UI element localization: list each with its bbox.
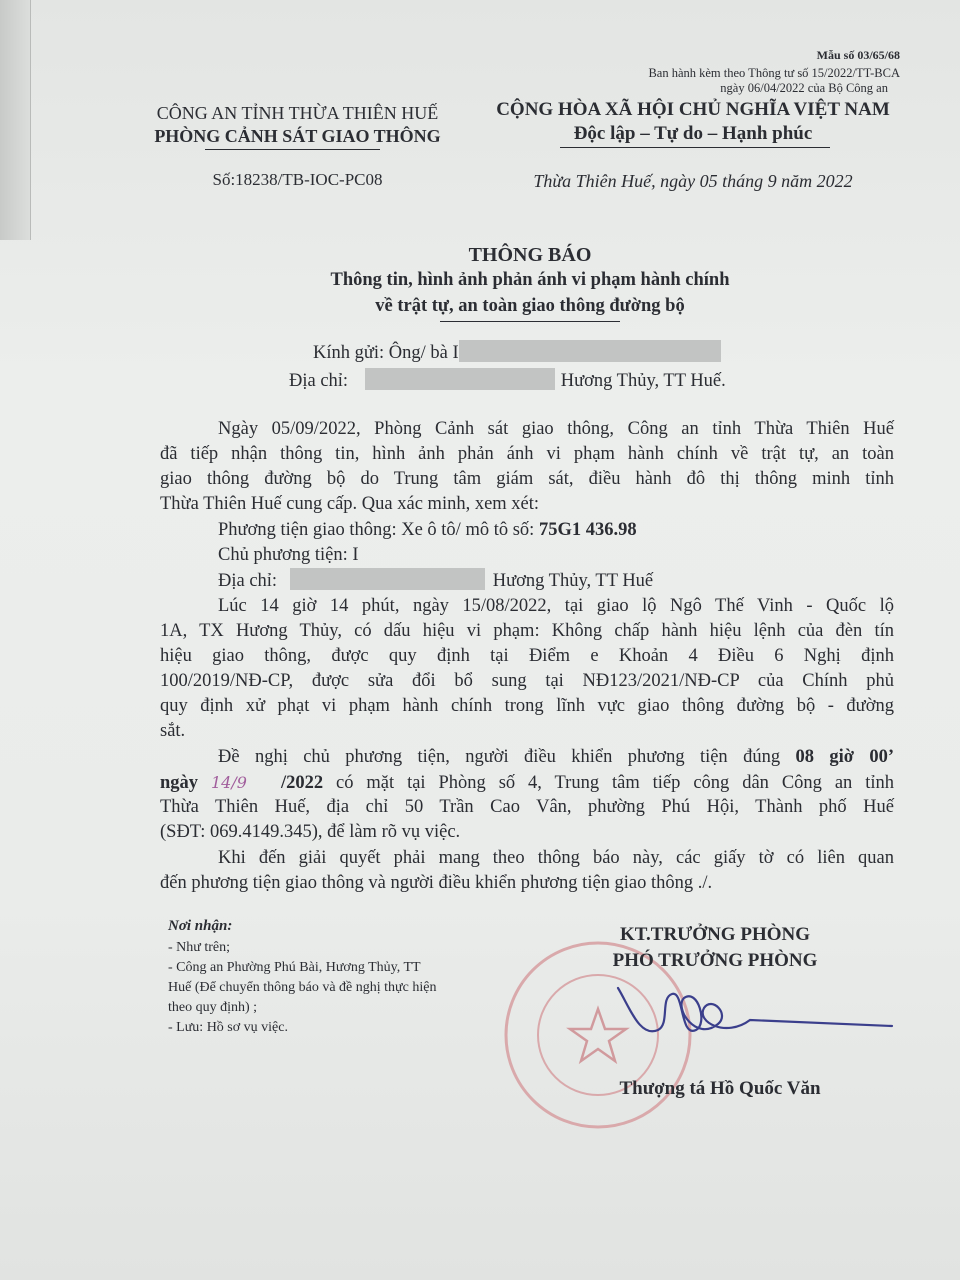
body-p2-line1: Lúc 14 giờ 14 phút, ngày 15/08/2022, tại giao lộ Ngô Thế Vinh - Quốc lộ bbox=[218, 596, 894, 616]
appointment-request: Đề nghị chủ phương tiện, người điều khiển phương tiện đúng bbox=[218, 747, 781, 767]
national-motto: Độc lập – Tự do – Hạnh phúc bbox=[573, 123, 813, 144]
address-label: Địa chỉ: bbox=[289, 371, 349, 391]
vehicle-plate: 75G1 436.98 bbox=[538, 520, 637, 540]
owner-address-label: Địa chỉ: bbox=[218, 571, 278, 591]
body-p1-line3: giao thông đường bộ do Trung tâm giám sát, điều hành đô thị thông minh tỉnh bbox=[160, 469, 894, 489]
body-p1-line4: Thừa Thiên Huế cung cấp. Qua xác minh, xem xét: bbox=[160, 494, 540, 514]
body-p3-line3: Thừa Thiên Huế, địa chỉ 50 Trần Cao Vân, phường Phú Hội, Thành phố Huế bbox=[160, 797, 894, 817]
handwritten-date: 14/9 bbox=[210, 773, 247, 792]
addressee-line bbox=[313, 340, 773, 366]
signature-authority: KT.TRƯỞNG PHÒNG bbox=[620, 924, 810, 945]
body-p2-line4: 100/2019/NĐ-CP, được sửa đổi bổ sung tại NĐ123/2021/NĐ-CP của Chính phủ bbox=[160, 671, 894, 691]
owner-label: Chủ phương tiện: bbox=[218, 545, 348, 565]
body-p1-line1: Ngày 05/09/2022, Phòng Cảnh sát giao thông, Công an tỉnh Thừa Thiên Huế bbox=[218, 419, 894, 439]
address-tail: Hương Thủy, TT Huế. bbox=[560, 371, 726, 391]
national-title: CỘNG HÒA XÃ HỘI CHỦ NGHĨA VIỆT NAM bbox=[496, 99, 890, 120]
body-p3-line1 bbox=[160, 745, 894, 770]
title-underline bbox=[440, 321, 620, 322]
owner-address-line bbox=[160, 568, 894, 594]
body-p4-line1: Khi đến giải quyết phải mang theo thông báo này, các giấy tờ có liên quan bbox=[218, 848, 894, 868]
recipient-3: - Lưu: Hồ sơ vụ việc. bbox=[168, 1020, 288, 1035]
signature-title: PHÓ TRƯỞNG PHÒNG bbox=[612, 950, 818, 971]
owner-address-tail: Hương Thủy, TT Huế bbox=[492, 571, 654, 591]
agency-parent: CÔNG AN TỈNH THỪA THIÊN HUẾ bbox=[156, 103, 439, 123]
document-subtitle-1: Thông tin, hình ảnh phản ánh vi phạm hành chính bbox=[330, 270, 730, 290]
body-p2-line6: sắt. bbox=[160, 721, 186, 741]
place-date: Thừa Thiên Huế, ngày 05 tháng 9 năm 2022 bbox=[533, 171, 853, 191]
document-number: Số:18238/TB-IOC-PC08 bbox=[212, 170, 383, 189]
underlying-sheet bbox=[0, 0, 31, 240]
recipient-1: - Như trên; bbox=[168, 940, 231, 955]
body-p2-line5: quy định xử phạt vi phạm hành chính trong lĩnh vực giao thông đường bộ - đường bbox=[160, 696, 894, 716]
recipient-2-line3: theo quy định) ; bbox=[168, 1000, 258, 1015]
appointment-time: 08 giờ 00’ bbox=[795, 747, 895, 767]
form-code: Mẫu số 03/65/68 bbox=[816, 48, 900, 62]
appointment-year: /2022 bbox=[280, 773, 324, 793]
body-p3-line2 bbox=[160, 770, 894, 796]
recipient-2-line2: Huế (Để chuyển thông báo và đề nghị thực hiện bbox=[168, 980, 437, 995]
body-p2-line3: hiệu giao thông, được quy định tại Điểm e Khoản 4 Điều 6 Nghị định bbox=[160, 646, 894, 666]
body-p3-line4: (SĐT: 069.4149.345), để làm rõ vụ việc. bbox=[160, 822, 461, 842]
body-p4-line2: đến phương tiện giao thông và người điều khiển phương tiện giao thông ./. bbox=[160, 873, 713, 893]
redacted-name bbox=[459, 340, 721, 362]
addressee-initial: I bbox=[452, 343, 459, 363]
document-subtitle-2: về trật tự, an toàn giao thông đường bộ bbox=[375, 296, 685, 316]
owner-line bbox=[160, 543, 894, 568]
recipient-2-line1: - Công an Phường Phú Bài, Hương Thủy, TT bbox=[168, 960, 421, 975]
motto-underline bbox=[560, 147, 830, 148]
addressee-address-line bbox=[289, 368, 789, 394]
document-title: THÔNG BÁO bbox=[468, 244, 592, 266]
vehicle-line bbox=[160, 518, 894, 543]
body-p1-line2: đã tiếp nhận thông tin, hình ảnh phản ánh vi phạm hành chính về trật tự, an toàn bbox=[160, 444, 894, 464]
form-issued-by: Ban hành kèm theo Thông tư số 15/2022/TT-BCA bbox=[648, 66, 900, 80]
recipients-title: Nơi nhận: bbox=[168, 918, 233, 934]
appointment-place: có mặt tại Phòng số 4, Trung tâm tiếp công dân Công an tỉnh bbox=[336, 773, 894, 793]
addressee-label: Kính gửi: Ông/ bà bbox=[313, 343, 448, 363]
appointment-day-label: ngày bbox=[160, 773, 199, 793]
agency-name: PHÒNG CẢNH SÁT GIAO THÔNG bbox=[154, 126, 441, 146]
agency-underline bbox=[205, 149, 380, 150]
redacted-owner-address bbox=[290, 568, 485, 590]
signer-name: Thượng tá Hồ Quốc Văn bbox=[619, 1078, 821, 1099]
form-issued-date: ngày 06/04/2022 của Bộ Công an bbox=[720, 81, 888, 95]
owner-initial: I bbox=[352, 545, 359, 565]
handwritten-signature bbox=[600, 968, 900, 1058]
body-p2-line2: 1A, TX Hương Thủy, có dấu hiệu vi phạm: Không chấp hành hiệu lệnh của đèn tín bbox=[160, 621, 894, 641]
redacted-address bbox=[365, 368, 555, 390]
vehicle-label: Phương tiện giao thông: Xe ô tô/ mô tô số: bbox=[218, 520, 535, 540]
